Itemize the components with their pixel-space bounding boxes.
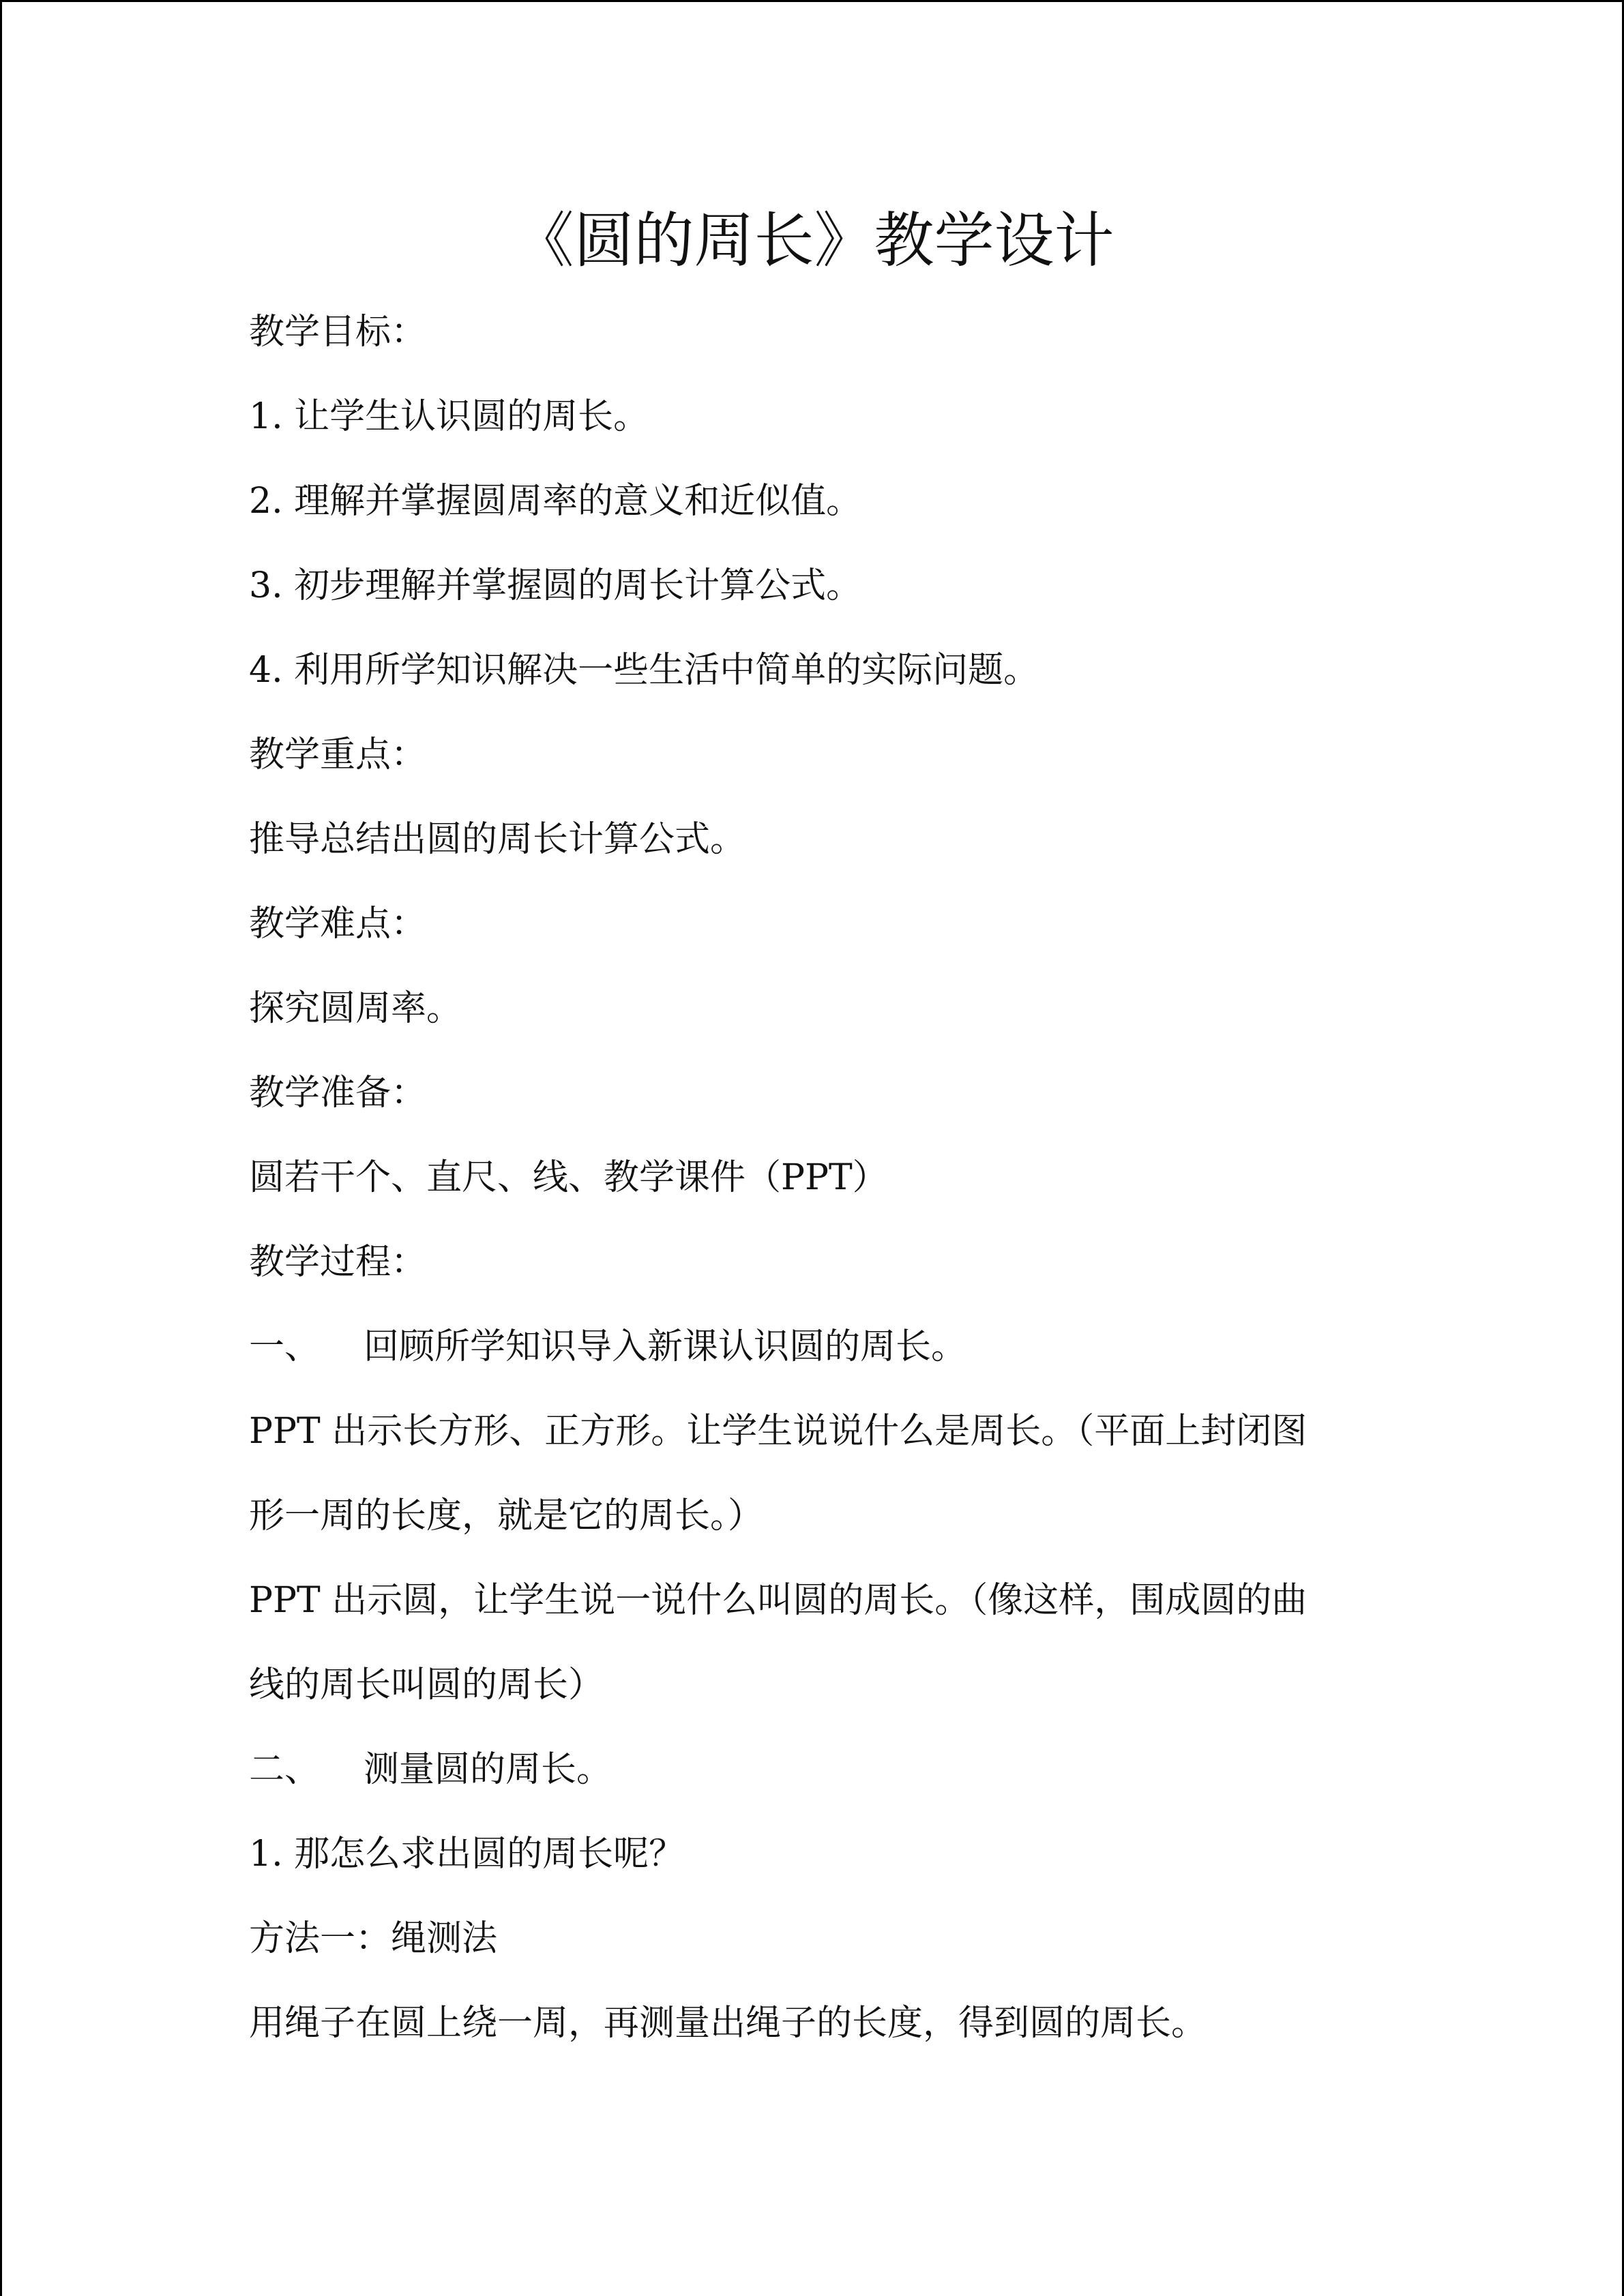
objective-item: 2. 理解并掌握圆周率的意义和近似值。 [249,481,862,522]
objective-item: 4. 利用所学知识解决一些生活中简单的实际问题。 [249,650,1039,691]
paragraph-line: 线的周长叫圆的周长） [249,1665,604,1705]
section-heading [249,1304,1381,1389]
method-text: 用绳子在圆上绕一周，再测量出绳子的长度，得到圆的周长。 [249,2003,1207,2044]
key-points-text: 推导总结出圆的周长计算公式。 [249,819,746,860]
objective-item: 1. 让学生认识圆的周长。 [249,396,649,437]
paragraph-line: PPT 出示圆，让学生说一说什么叫圆的周长。（像这样，围成圆的曲 [249,1580,1308,1621]
objectives-heading: 教学目标： [249,312,427,353]
section-number: 一、 [249,1326,321,1367]
section-number: 二、 [249,1749,321,1790]
method-heading: 方法一：绳测法 [249,1918,498,1959]
process-heading: 教学过程： [249,1242,427,1283]
objective-item: 3. 初步理解并掌握圆的周长计算公式。 [249,565,862,606]
preparation-heading: 教学准备： [249,1073,427,1114]
section-title: 测量圆的周长。 [364,1749,612,1790]
difficulties-heading: 教学难点： [249,904,427,944]
key-points-heading: 教学重点： [249,734,427,775]
section-title: 回顾所学知识导入新课认识圆的周长。 [364,1326,967,1367]
paragraph-line: 形一周的长度，就是它的周长。） [249,1495,764,1536]
section-heading [249,1727,1381,1812]
preparation-text: 圆若干个、直尺、线、教学课件（PPT） [249,1157,888,1198]
page-title: 《圆的周长》教学设计 [514,205,1114,275]
difficulties-text: 探究圆周率。 [249,988,462,1029]
question-line: 1. 那怎么求出圆的周长呢？ [249,1834,685,1875]
paragraph-line: PPT 出示长方形、正方形。让学生说说什么是周长。（平面上封闭图 [249,1411,1308,1452]
document-body [249,290,1381,2066]
